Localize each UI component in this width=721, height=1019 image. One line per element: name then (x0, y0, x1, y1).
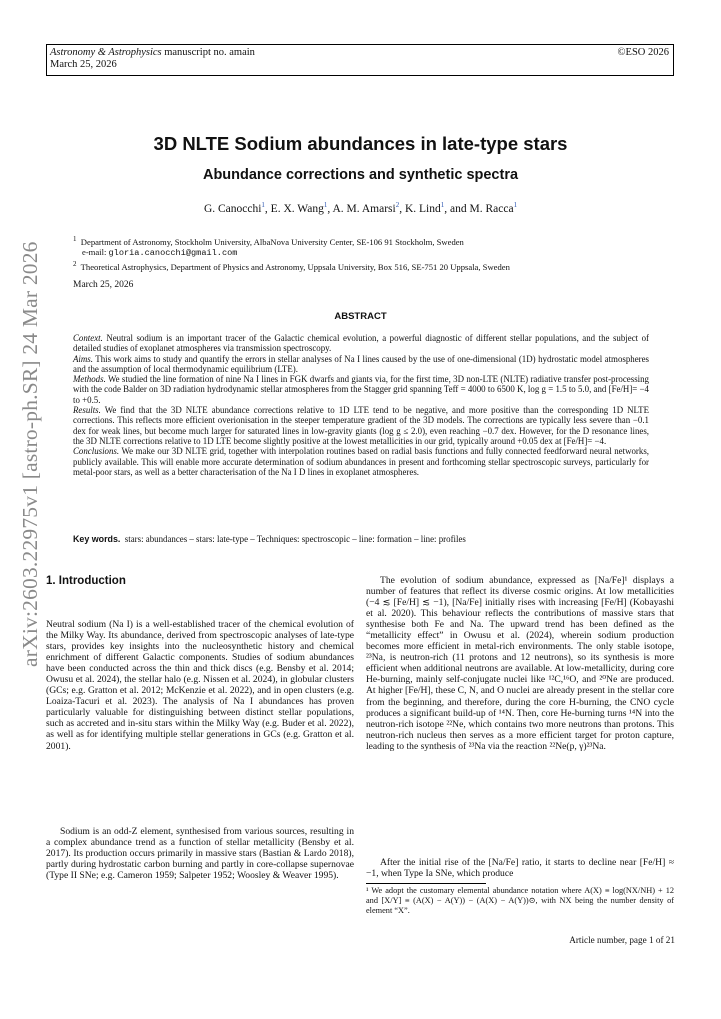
affiliations (73, 234, 663, 272)
intro-paragraph-4 (366, 857, 674, 879)
aims-text: This work aims to study and quantify the errors in stellar analyses of Na I lines caused by the use of one-dimensional (1D) hydrostatic model atmospheres and the assumption of local thermodynamic equilibrium (LTE). (73, 353, 649, 374)
paragraph-text: After the initial rise of the [Na/Fe] ratio, it starts to decline near [Fe/H] ≈ −1, when Type Ia SNe, which produce (366, 857, 674, 880)
intro-paragraph-3 (366, 575, 674, 752)
keywords (73, 534, 649, 544)
methods-label: Methods. (73, 374, 106, 385)
email-label: e-mail: (82, 247, 109, 258)
affiliation-ref[interactable]: 1 (440, 201, 445, 209)
author: G. Canocchi (203, 202, 262, 215)
page-footer: Article number, page 1 of 21 (569, 935, 675, 945)
affiliation-2-text: Theoretical Astrophysics, Department of Physics and Astronomy, Uppsala University, Box 516, SE-751 20 Uppsala, Sweden (80, 261, 510, 272)
abstract-aims (73, 354, 649, 375)
results-text: We find that the 3D NLTE abundance corrections relative to 1D LTE tend to be negative, and more positive than the corresponding 1D NLTE corrections. This reflects more efficient overionisation in the steeper temperature gradient of the 3D models. The corrections are typically less severe than −0.1 dex for weak lines, but become much larger for saturated lines in low-gravity giants (log g ≤ 2.0), even reaching −0.7 dex. However, for the D resonance lines, the 3D NLTE corrections relative to 1D LTE become slightly positive at the lowest metallicities in our grid, typically around +0.05 dex at [Fe/H]= −4. (73, 405, 649, 446)
header-left (50, 47, 255, 71)
affiliation-1-text: Department of Astronomy, Stockholm University, AlbaNova University Center, SE-106 91 Stockholm, Sweden (80, 236, 464, 247)
conclusions-label: Conclusions. (73, 446, 120, 457)
email-address[interactable]: gloria.canocchi@gmail.com (108, 248, 238, 259)
footnote: ¹ We adopt the customary elemental abundance notation where A(X) ≡ log(NX/NH) + 12 and [X/Y] ≡ (A(X) − A(Y)) − (A(X) − A(Y))⊙, with NX being the number density of element “X”. (366, 886, 674, 915)
section-heading: 1. Introduction (46, 575, 126, 587)
aims-label: Aims. (73, 353, 93, 364)
affiliation-1: $^1$ Department of Astronomy, Stockholm University, AlbaNova University Center, SE-106 91 Stockholm, Sweden (73, 235, 464, 247)
paragraph-text: The evolution of sodium abundance, expressed as [Na/Fe]¹ displays a number of features that reflect its diverse cosmic origins. At low metallicities (−4 ≲ [Fe/H] ≲ −1), [Na/Fe] initially rises with increasing [Fe/H] (Kobayashi et al. 2020). This behaviour reflects the contributions of massive stars that synthesise both Fe and Na. The upward trend has been defined as the “metallicity effect” in Owusu et al. (2024), wherein sodium production becomes more efficient in metal-rich environments. The only stable isotope, ²³Na, is neutron-rich (11 protons and 12 neutrons), so its synthesis is more efficient when additional neutrons are available. At low-metallicity, during core He-burning, mainly self-conjugate nuclei like ¹²C,¹⁶O, and ²⁰Ne are produced. At higher [Fe/H], these C, N, and O nuclei are already present in the stellar core from the beginning, and therefore, during the core H-burning, the CNO cycle produces a significant build-up of ¹⁴N. Then, core He-burning turns ¹⁴N into the neutron-rich isotope ²²Ne, which contains two more neutrons than protons. This neutron-rich nucleus then serves as a more efficient target for proton capture, leading to the synthesis of ²³Na via the reaction ²²Ne(p, γ)²³Na. (366, 575, 674, 752)
received-date: March 25, 2026 (73, 280, 134, 290)
arxiv-stamp-text[interactable]: arXiv:2603.22975v1 [astro-ph.SR] 24 Mar 2026 (18, 241, 42, 667)
author: E. X. Wang (270, 202, 324, 215)
keywords-label: Key words. (73, 534, 121, 544)
affiliation-ref[interactable]: 1 (261, 201, 265, 209)
email-line (73, 247, 663, 259)
abstract (73, 333, 649, 477)
paper-subtitle: Abundance corrections and synthetic spectra (202, 167, 519, 183)
header-date: March 25, 2026 (50, 59, 117, 70)
paper-title: 3D NLTE Sodium abundances in late-type stars (153, 133, 568, 154)
author: A. M. Amarsi (332, 202, 396, 215)
author: M. Racca (469, 202, 514, 215)
abstract-conclusions (73, 446, 649, 477)
paragraph-text: Sodium is an odd-Z element, synthesised from various sources, resulting in a complex abundance trend as a function of stellar metallicity (Bensby et al. 2017). Its production occurs primarily in massive stars (Bastian & Lardo 2018), partly during hydrostatic carbon burning and partly in core-collapse supernovae (Type II SNe; e.g. Cameron 1959; Salpeter 1952; Woosley & Weaver 1995). (46, 826, 354, 882)
affiliation-ref[interactable]: 1 (323, 201, 328, 209)
author-list: G. Canocchi$^1$, E. X. Wang$^1$, A. M. Amarsi$^2$, K. Lind$^1$, and M. Racca$^1$ (203, 201, 518, 215)
paragraph-text: Neutral sodium (Na I) is a well-established tracer of the chemical evolution of the Milky Way. Its abundance, derived from spectroscopic analyses of late-type stars, provides key insights into the nucleosynthetic history and chemical enrichment of different Galactic components. Studies of sodium abundances have been conducted across the thin and thick discs (e.g. Bensby et al. 2014; Owusu et al. 2024), the stellar halo (e.g. Nissen et al. 2024), in globular clusters (GCs; e.g. Gratton et al. 2012; McKenzie et al. 2022), and in open clusters (e.g. Loaiza-Tacuri et al. 2023). The analysis of Na I abundances has proven particularly valuable for distinguishing between distinct stellar populations, such as accreted and in-situ stars within the Milky Way (e.g. Buder et al. 2022), as well as for identifying multiple stellar generations in GCs (e.g. Gratton et al. 2001). (46, 619, 354, 752)
methods-text: We studied the line formation of nine Na I lines in FGK dwarfs and giants via, for the first time, 3D non-LTE (NLTE) radiative transfer post-processing with the code Balder on 3D radiation hydrodynamic stellar atmospheres from the Stagger grid spanning Teff = 4000 to 6500 K, log g = 1.5 to 5.0, and [Fe/H]= −4 to +0.5. (73, 374, 649, 405)
abstract-methods (73, 374, 649, 405)
affiliation-2: $^2$ Theoretical Astrophysics, Department of Physics and Astronomy, Uppsala University, Box 516, SE-751 20 Uppsala, Sweden (73, 259, 510, 272)
conclusions-text: We make our 3D NLTE grid, together with interpolation routines based on radial basis functions and fully connected feedforward neural networks, publicly available. This will enable more accurate determination of sodium abundances in present and forthcoming stellar spectroscopic surveys, particularly for metal-poor stars, as well as a better characterisation of the Na I D lines in exoplanet atmospheres. (73, 446, 649, 477)
context-label: Context. (73, 333, 103, 343)
abstract-heading: ABSTRACT (334, 311, 387, 322)
footnote-rule (366, 883, 486, 884)
context-text: Neutral sodium is an important tracer of the Galactic chemical evolution, a powerful diagnostic of different stellar populations, and the subject of detailed studies of exoplanet atmospheres via transmission spectroscopy. (73, 333, 649, 354)
copyright: ©ESO 2026 (617, 47, 669, 58)
affiliation-ref[interactable]: 2 (395, 201, 400, 209)
intro-paragraph-1 (46, 619, 354, 752)
keywords-text: stars: abundances – stars: late-type – Techniques: spectroscopic – line: formation – line: profiles (124, 534, 466, 544)
manuscript-id: manuscript no. amain (161, 47, 255, 58)
author: K. Lind (404, 202, 441, 215)
journal-name: Astronomy & Astrophysics (50, 47, 162, 58)
intro-paragraph-2 (46, 826, 354, 881)
running-header (46, 44, 674, 76)
abstract-context (73, 333, 649, 354)
results-label: Results. (73, 405, 101, 416)
abstract-results (73, 405, 649, 446)
affiliation-ref[interactable]: 1 (513, 201, 518, 209)
